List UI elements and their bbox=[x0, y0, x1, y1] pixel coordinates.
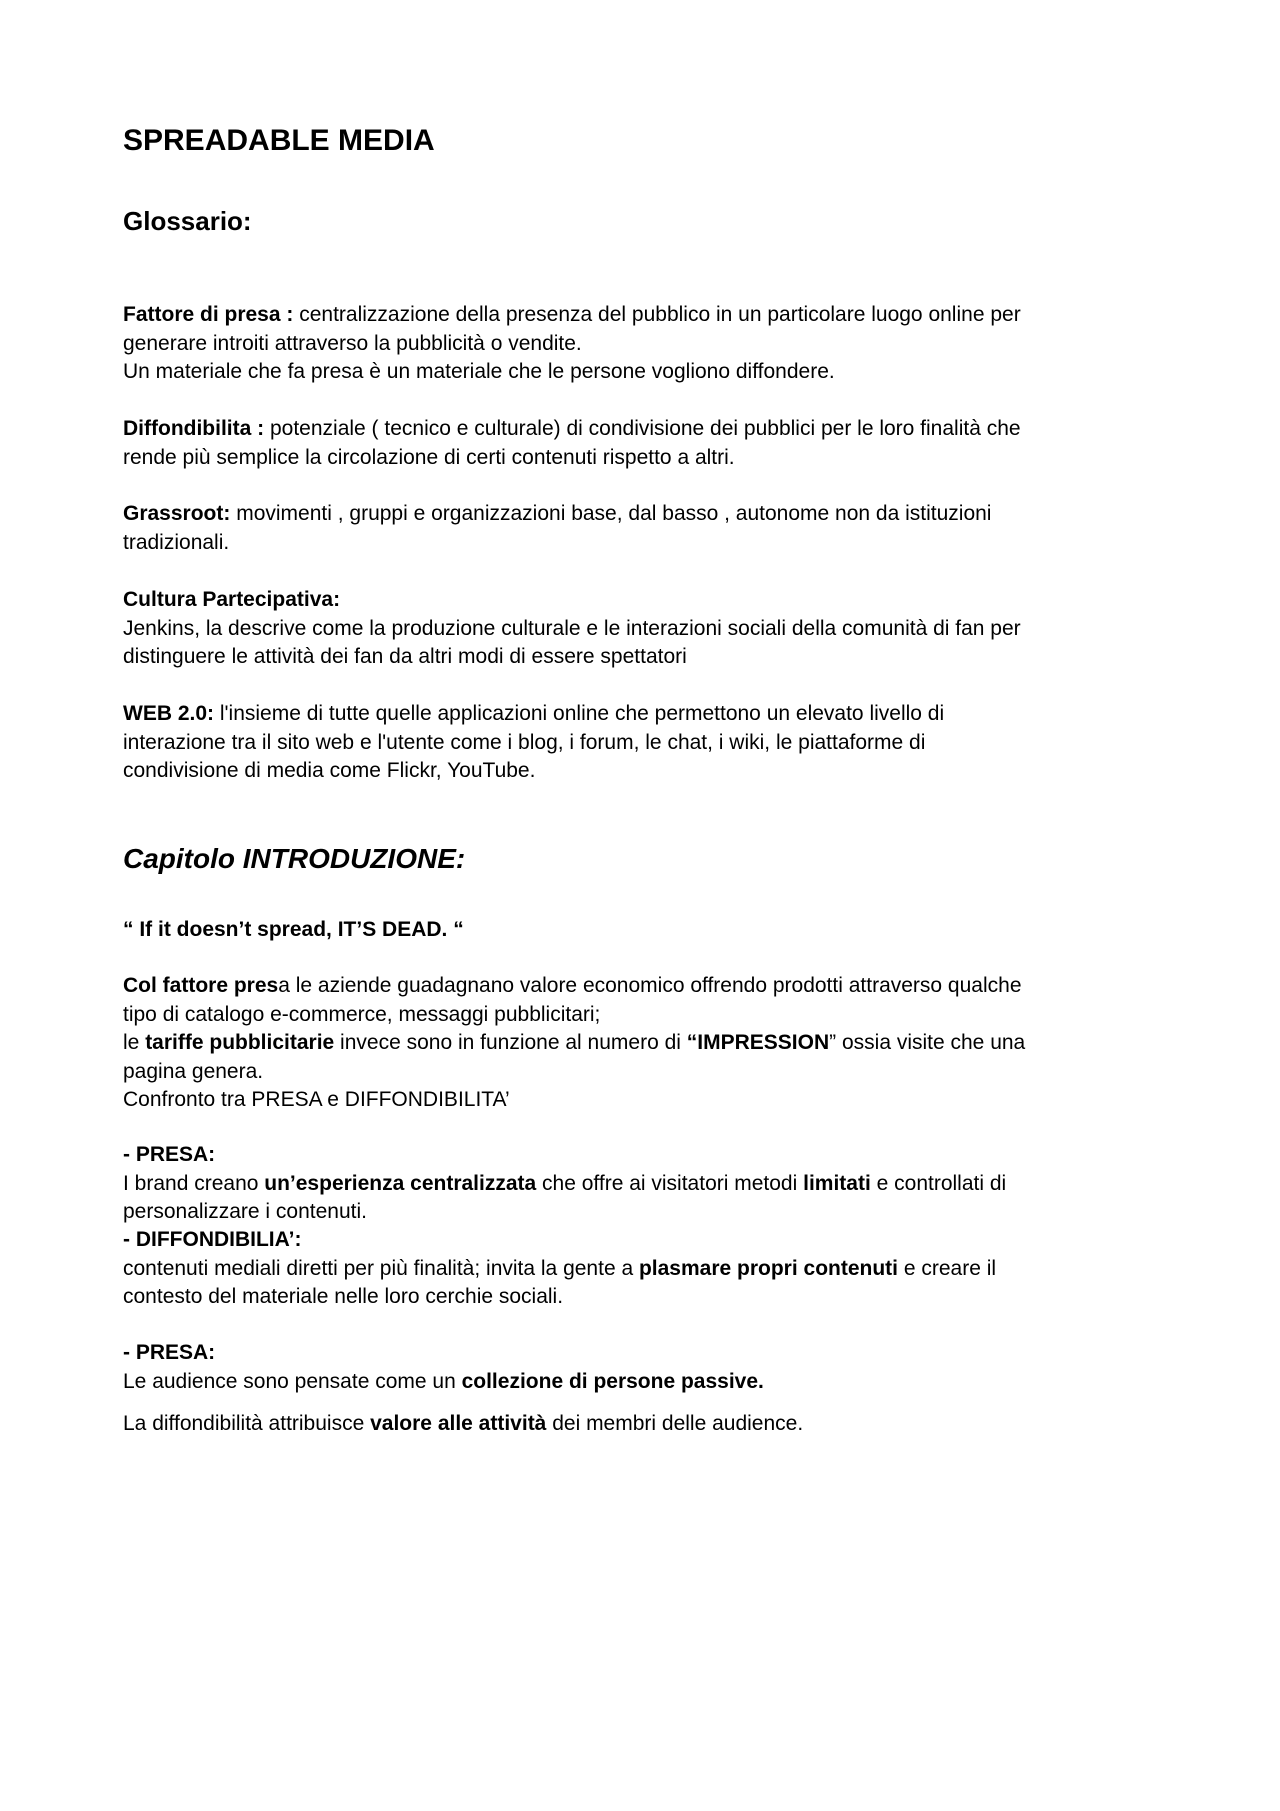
paragraph-line bbox=[123, 972, 1163, 1001]
glossary-entry-web-2-0 bbox=[123, 700, 1163, 786]
paragraph-line: Confronto tra PRESA e DIFFONDIBILITA’ bbox=[123, 1088, 510, 1111]
plain-text: a le aziende guadagnano valore economico offrendo prodotti attraverso qualche bbox=[278, 974, 1022, 997]
glossary-definition: potenziale ( tecnico e culturale) di condivisione dei pubblici per le loro finalità che bbox=[269, 417, 1021, 440]
bold-text: collezione di persone passive. bbox=[461, 1369, 764, 1393]
paragraph-line bbox=[123, 1170, 1163, 1199]
plain-text: ” ossia visite che una bbox=[829, 1031, 1026, 1054]
plain-text: La diffondibilità attribuisce bbox=[123, 1412, 371, 1435]
glossary-definition: l'insieme di tutte quelle applicazioni online che permettono un elevato livello di bbox=[219, 702, 945, 725]
plain-text: contenuti mediali diretti per più finalità; invita la gente a bbox=[123, 1256, 639, 1280]
section-diffondibilia bbox=[123, 1226, 1163, 1312]
glossary-entry-grassroot bbox=[123, 500, 1163, 557]
bold-text: plasmare propri contenuti bbox=[638, 1256, 899, 1280]
section-label bbox=[123, 1339, 1163, 1368]
section-label bbox=[123, 1226, 1163, 1255]
glossary-term: Fattore di presa : bbox=[123, 303, 294, 326]
chapter-heading: Capitolo INTRODUZIONE: bbox=[123, 843, 466, 874]
plain-text: che offre ai visitatori metodi bbox=[536, 1171, 804, 1195]
bold-text: Col fattore pres bbox=[123, 974, 279, 997]
bold-text: - PRESA: bbox=[123, 1341, 216, 1364]
bold-text: un’esperienza centralizzata bbox=[264, 1171, 537, 1195]
glossary-entry-line bbox=[123, 586, 1163, 615]
glossary-definition: movimenti , gruppi e organizzazioni base, dal basso , autonome non da istituzioni bbox=[236, 502, 992, 525]
plain-text: e creare il bbox=[898, 1256, 997, 1280]
glossary-entry-line bbox=[123, 415, 1163, 444]
glossary-entry-diffondibilita bbox=[123, 415, 1163, 472]
glossary-entry-fattore-di-presa bbox=[123, 301, 1163, 387]
glossary-entry-line bbox=[123, 500, 1163, 529]
plain-text: invece sono in funzione al numero di bbox=[334, 1031, 687, 1054]
section-label bbox=[123, 1141, 1163, 1170]
section-presa-2 bbox=[123, 1339, 1163, 1396]
paragraph-fattore-presa bbox=[123, 972, 1163, 1115]
section-presa-1 bbox=[123, 1141, 1163, 1227]
paragraph-line bbox=[123, 1410, 1163, 1439]
paragraph-line bbox=[123, 1029, 1163, 1058]
closing-paragraph bbox=[123, 1410, 1163, 1439]
plain-text: e controllati di bbox=[870, 1171, 1007, 1195]
bold-text: limitati bbox=[803, 1171, 871, 1195]
paragraph-line: tipo di catalogo e-commerce, messaggi pubblicitari; bbox=[123, 1002, 601, 1026]
paragraph-line bbox=[123, 1368, 1163, 1397]
glossary-term: Grassroot: bbox=[123, 502, 231, 525]
glossary-entry-line bbox=[123, 700, 1163, 729]
bold-text: “IMPRESSION bbox=[686, 1031, 830, 1054]
glossary-term: WEB 2.0: bbox=[123, 702, 215, 725]
glossary-entry-cultura-partecipativa bbox=[123, 586, 1163, 672]
glossary-definition-line: distinguere le attività dei fan da altri modi di essere spettatori bbox=[123, 645, 687, 668]
glossary-definition: centralizzazione della presenza del pubblico in un particolare luogo online per bbox=[299, 303, 1021, 326]
glossary-definition-line: tradizionali. bbox=[123, 530, 230, 554]
bold-text: tariffe pubblicitarie bbox=[145, 1031, 335, 1054]
glossary-definition-line: Jenkins, la descrive come la produzione culturale e le interazioni sociali della comunità di fan per bbox=[123, 616, 1021, 640]
plain-text: Le audience sono pensate come un bbox=[123, 1369, 462, 1393]
glossary-definition-line: generare introiti attraverso la pubblicità o vendite. bbox=[123, 331, 582, 355]
bold-text: valore alle attività bbox=[370, 1412, 547, 1435]
quote-text bbox=[123, 916, 1163, 945]
glossary-term: Diffondibilita : bbox=[123, 417, 265, 440]
document-title: SPREADABLE MEDIA bbox=[123, 124, 435, 157]
paragraph-line bbox=[123, 1255, 1163, 1284]
chapter-quote bbox=[123, 916, 1163, 945]
paragraph-line: personalizzare i contenuti. bbox=[123, 1200, 367, 1223]
plain-text: le bbox=[123, 1031, 146, 1054]
glossary-entry-line bbox=[123, 301, 1163, 330]
plain-text: I brand creano bbox=[123, 1171, 265, 1195]
bold-text: - DIFFONDIBILIA’: bbox=[123, 1228, 302, 1251]
bold-text: - PRESA: bbox=[123, 1143, 216, 1166]
glossary-term: Cultura Partecipativa: bbox=[123, 588, 341, 611]
glossary-heading: Glossario: bbox=[123, 206, 252, 236]
quote-bold: “ If it doesn’t spread, IT’S DEAD. “ bbox=[123, 918, 464, 941]
paragraph-line: contesto del materiale nelle loro cerchie sociali. bbox=[123, 1285, 564, 1308]
glossary-definition-line: condivisione di media come Flickr, YouTube. bbox=[123, 759, 536, 782]
glossary-definition-line: rende più semplice la circolazione di certi contenuti rispetto a altri. bbox=[123, 445, 735, 469]
plain-text: dei membri delle audience. bbox=[546, 1412, 804, 1435]
paragraph-line: pagina genera. bbox=[123, 1059, 264, 1083]
glossary-definition-line: Un materiale che fa presa è un materiale che le persone vogliono diffondere. bbox=[123, 360, 835, 383]
glossary-definition-line: interazione tra il sito web e l'utente come i blog, i forum, le chat, i wiki, le piattaforme di bbox=[123, 730, 926, 754]
